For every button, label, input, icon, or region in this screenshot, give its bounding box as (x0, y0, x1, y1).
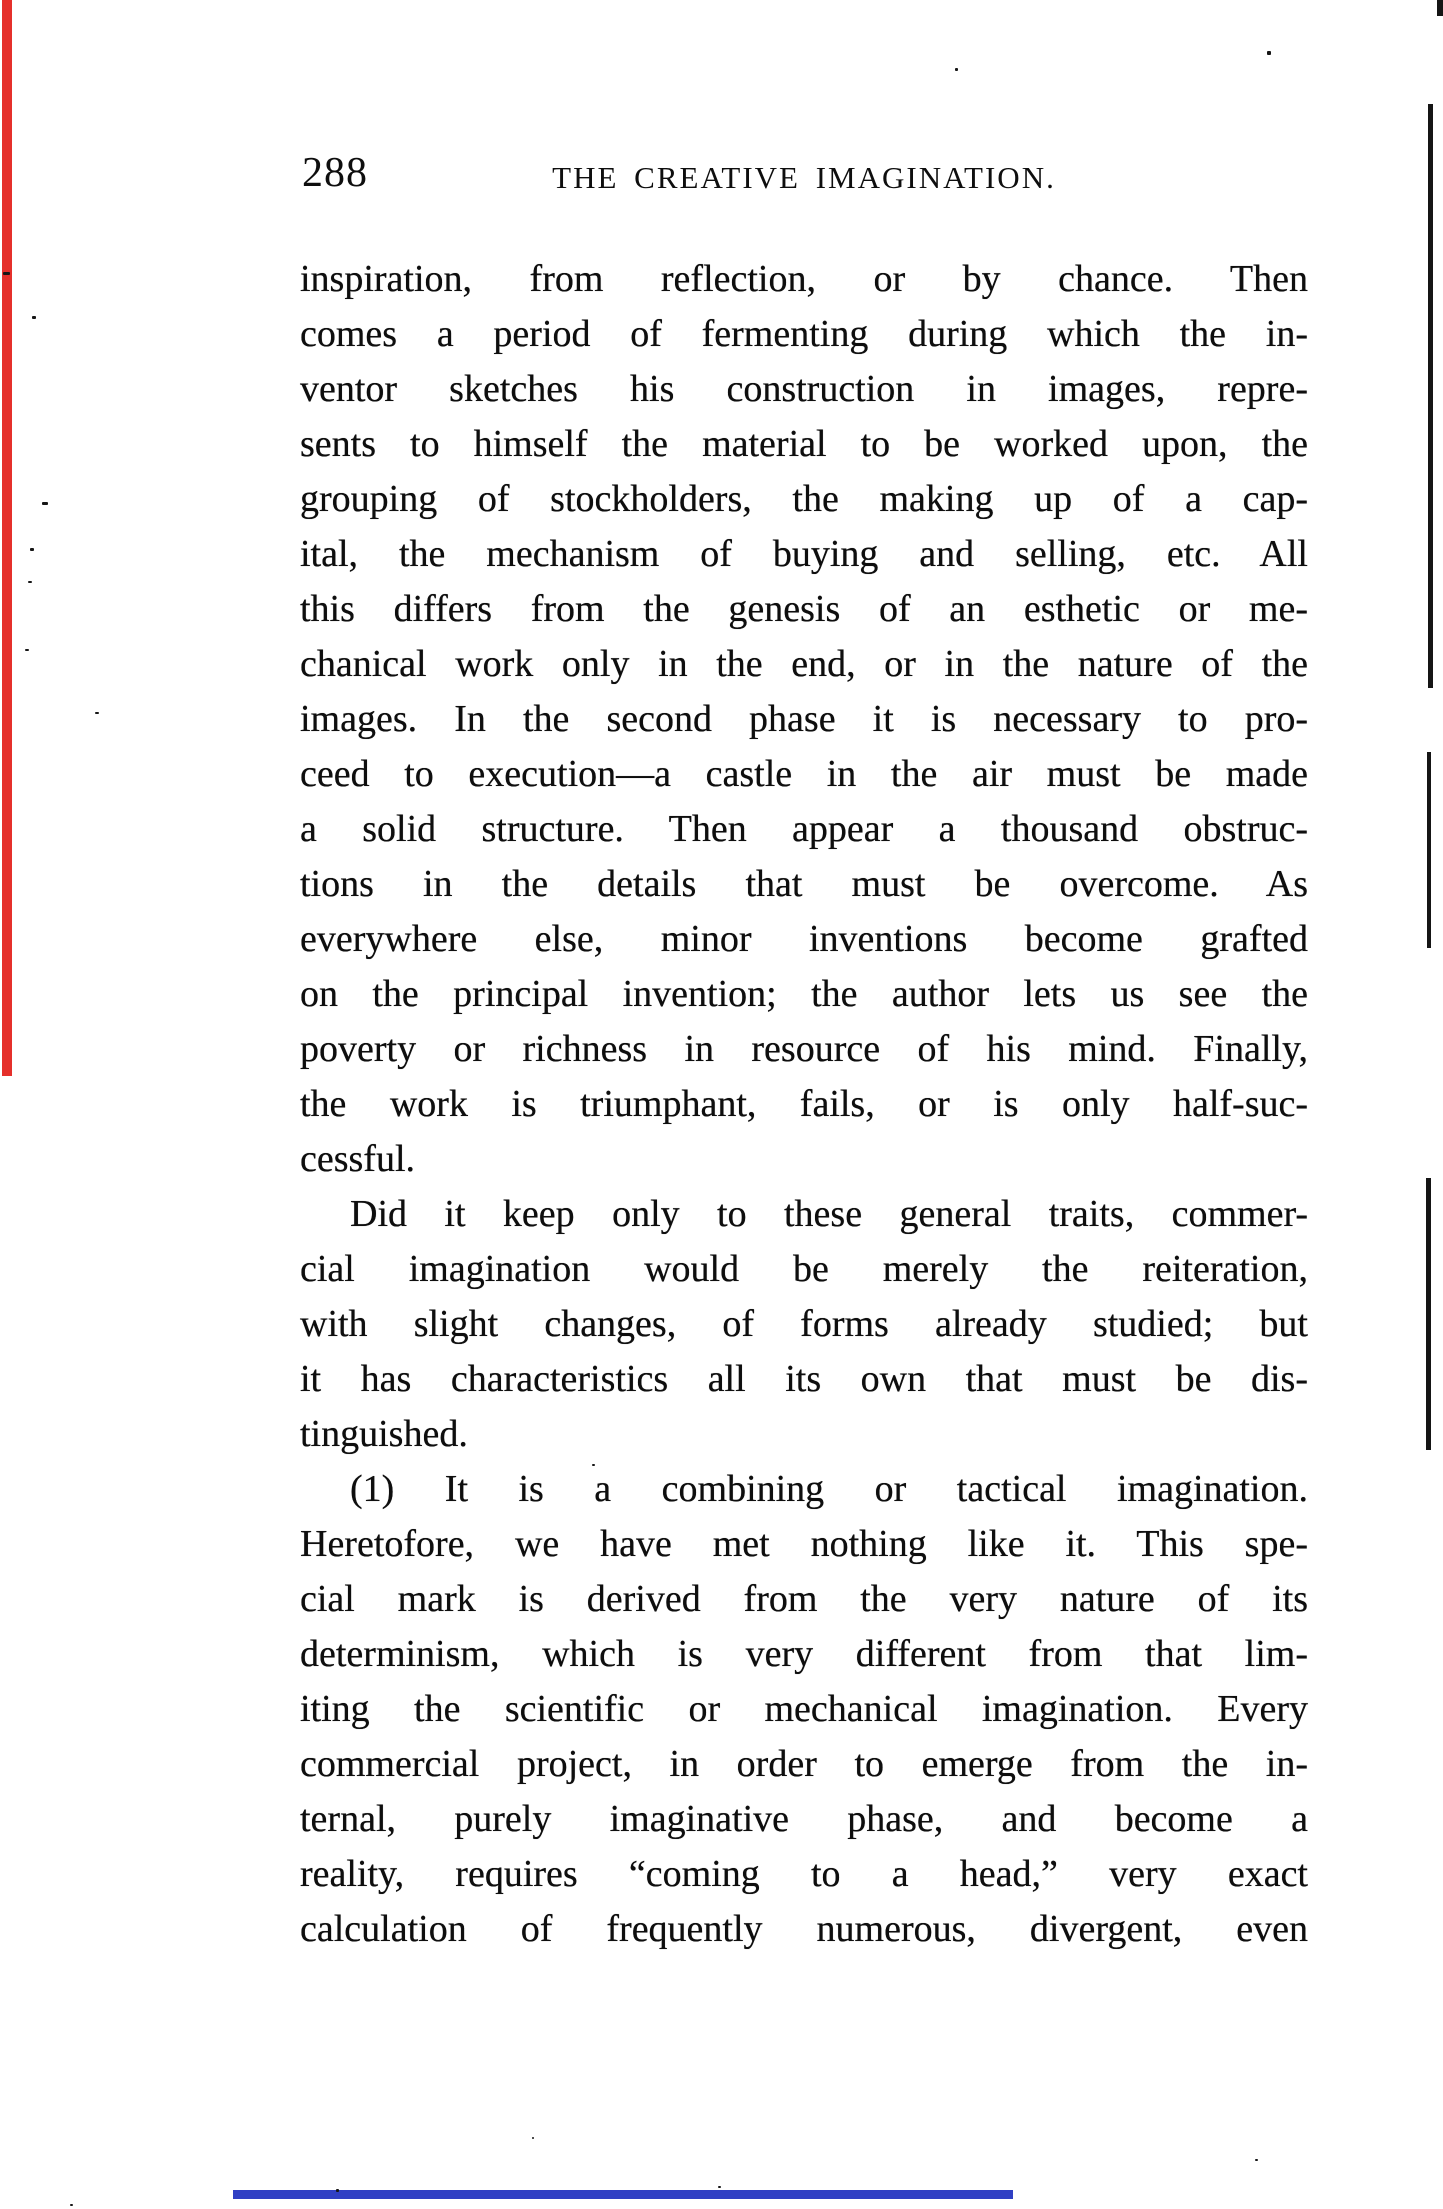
text-line: tinguished. (300, 1413, 468, 1455)
gutter-shadow-line (1426, 1178, 1431, 1450)
text-line: ternal, purely imaginative phase, and become a (300, 1798, 1308, 1840)
text-line: inspiration, from reflection, or by chance. Then (300, 258, 1308, 300)
ink-speck (1267, 51, 1271, 55)
blue-scan-edge-line (233, 2190, 1013, 2199)
text-line: ceed to execution—a castle in the air must be made (300, 753, 1308, 795)
ink-speck (70, 2204, 73, 2206)
text-line: with slight changes, of forms already studied; but (300, 1303, 1308, 1345)
ink-speck (1255, 2159, 1258, 2161)
text-line: cessful. (300, 1138, 416, 1180)
ink-speck (3, 272, 10, 275)
ink-speck (336, 2189, 339, 2192)
ink-speck (955, 68, 958, 71)
gutter-shadow-line (1427, 752, 1431, 948)
running-title: THE CREATIVE IMAGINATION. (552, 160, 1056, 195)
text-line: everywhere else, minor inventions become grafted (300, 918, 1308, 960)
text-line: the work is triumphant, fails, or is only half-suc- (300, 1083, 1308, 1125)
text-line: cial imagination would be merely the reiteration, (300, 1248, 1308, 1290)
ink-speck (32, 316, 36, 319)
text-line: iting the scientific or mechanical imagination. Every (300, 1688, 1308, 1730)
text-line: (1) It is a combining or tactical imagination. (350, 1468, 1308, 1510)
ink-speck (718, 2186, 721, 2188)
ink-speck (532, 2137, 534, 2139)
text-line: Heretofore, we have met nothing like it. This spe- (300, 1523, 1308, 1565)
gutter-shadow-line (1437, 0, 1443, 16)
ink-speck (30, 548, 34, 551)
text-line: images. In the second phase it is necessary to pro- (300, 698, 1308, 740)
ink-speck (592, 1464, 595, 1466)
text-line: determinism, which is very different from that lim- (300, 1633, 1308, 1675)
text-line: on the principal invention; the author lets us see the (300, 973, 1308, 1015)
gutter-shadow-line (1428, 104, 1433, 688)
red-scan-edge-line (2, 0, 12, 1076)
text-line: tions in the details that must be overcome. As (300, 863, 1308, 905)
text-line: calculation of frequently numerous, divergent, even (300, 1908, 1308, 1950)
ink-speck (28, 581, 32, 583)
text-line: a solid structure. Then appear a thousand obstruc- (300, 808, 1308, 850)
text-line: comes a period of fermenting during which the in- (300, 313, 1308, 355)
text-line: ital, the mechanism of buying and selling, etc. All (300, 533, 1308, 575)
page-body (300, 252, 1308, 1957)
ink-speck (25, 649, 29, 651)
page-number: 288 (302, 150, 368, 196)
text-line: ventor sketches his construction in images, repre- (300, 368, 1308, 410)
text-line: cial mark is derived from the very nature of its (300, 1578, 1308, 1620)
page-header (300, 150, 1308, 202)
text-line: commercial project, in order to emerge from the in- (300, 1743, 1308, 1785)
ink-speck (95, 712, 99, 714)
text-line: sents to himself the material to be worked upon, the (300, 423, 1308, 465)
text-line: it has characteristics all its own that must be dis- (300, 1358, 1308, 1400)
text-line: poverty or richness in resource of his mind. Finally, (300, 1028, 1308, 1070)
text-line: chanical work only in the end, or in the nature of the (300, 643, 1308, 685)
text-line: grouping of stockholders, the making up of a cap- (300, 478, 1308, 520)
text-line: Did it keep only to these general traits, commer- (350, 1193, 1308, 1235)
ink-speck (42, 502, 48, 505)
text-line: this differs from the genesis of an esthetic or me- (300, 588, 1308, 630)
text-line: reality, requires “coming to a head,” very exact (300, 1853, 1308, 1895)
